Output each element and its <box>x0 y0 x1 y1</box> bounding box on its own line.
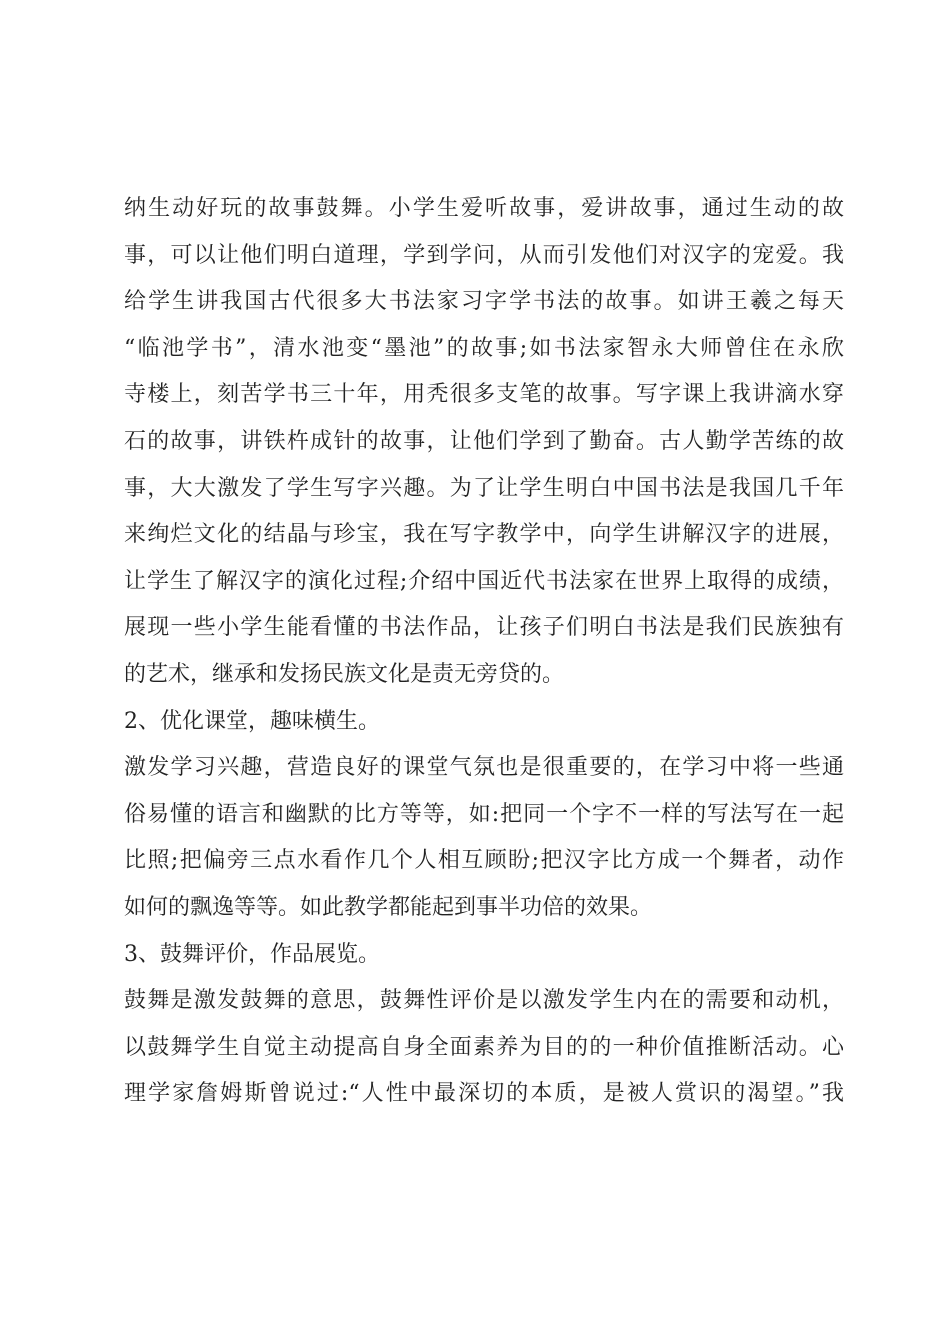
section-heading-3: 3、鼓舞评价，作品展览。 <box>124 941 380 967</box>
text-line: 以鼓舞学生自觉主动提高自身全面素养为目的的一种价值推断活动。心 <box>124 1034 844 1060</box>
text-line: 寺楼上，刻苦学书三十年，用秃很多支笔的故事。写字课上我讲滴水穿 <box>124 382 844 408</box>
text-line: 给学生讲我国古代很多大书法家习字学书法的故事。如讲王羲之每天 <box>124 289 844 315</box>
text-line: 俗易懂的语言和幽默的比方等等，如:把同一个字不一样的写法写在一起 <box>124 801 844 827</box>
text-line: 激发学习兴趣，营造良好的课堂气氛也是很重要的，在学习中将一些通 <box>124 755 844 781</box>
text-line: 鼓舞是激发鼓舞的意思，鼓舞性评价是以激发学生内在的需要和动机， <box>124 988 844 1014</box>
text-line: 理学家詹姆斯曾说过:“人性中最深切的本质，是被人赏识的渴望。”我 <box>124 1081 844 1107</box>
text-line: 事，可以让他们明白道理，学到学问，从而引发他们对汉字的宠爱。我 <box>124 242 844 268</box>
body-text <box>124 186 844 1118</box>
text-line: 比照;把偏旁三点水看作几个人相互顾盼;把汉字比方成一个舞者，动作 <box>124 848 844 874</box>
text-line: “临池学书”，清水池变“墨池”的故事;如书法家智永大师曾住在永欣 <box>124 335 844 361</box>
text-line: 来绚烂文化的结晶与珍宝，我在写字教学中，向学生讲解汉字的进展， <box>124 522 844 548</box>
text-line: 石的故事，讲铁杵成针的故事，让他们学到了勤奋。古人勤学苦练的故 <box>124 428 844 454</box>
text-line: 展现一些小学生能看懂的书法作品，让孩子们明白书法是我们民族独有 <box>124 615 844 641</box>
paragraph-end-line: 如何的飘逸等等。如此教学都能起到事半功倍的效果。 <box>124 894 653 920</box>
text-line: 事，大大激发了学生写字兴趣。为了让学生明白中国书法是我国几千年 <box>124 475 844 501</box>
section-heading-2: 2、优化课堂，趣味横生。 <box>124 708 380 734</box>
text-line: 让学生了解汉字的演化过程;介绍中国近代书法家在世界上取得的成绩， <box>124 568 844 594</box>
paragraph-end-line: 的艺术，继承和发扬民族文化是责无旁贷的。 <box>124 661 565 687</box>
text-line: 纳生动好玩的故事鼓舞。小学生爱听故事，爱讲故事，通过生动的故 <box>124 196 844 221</box>
